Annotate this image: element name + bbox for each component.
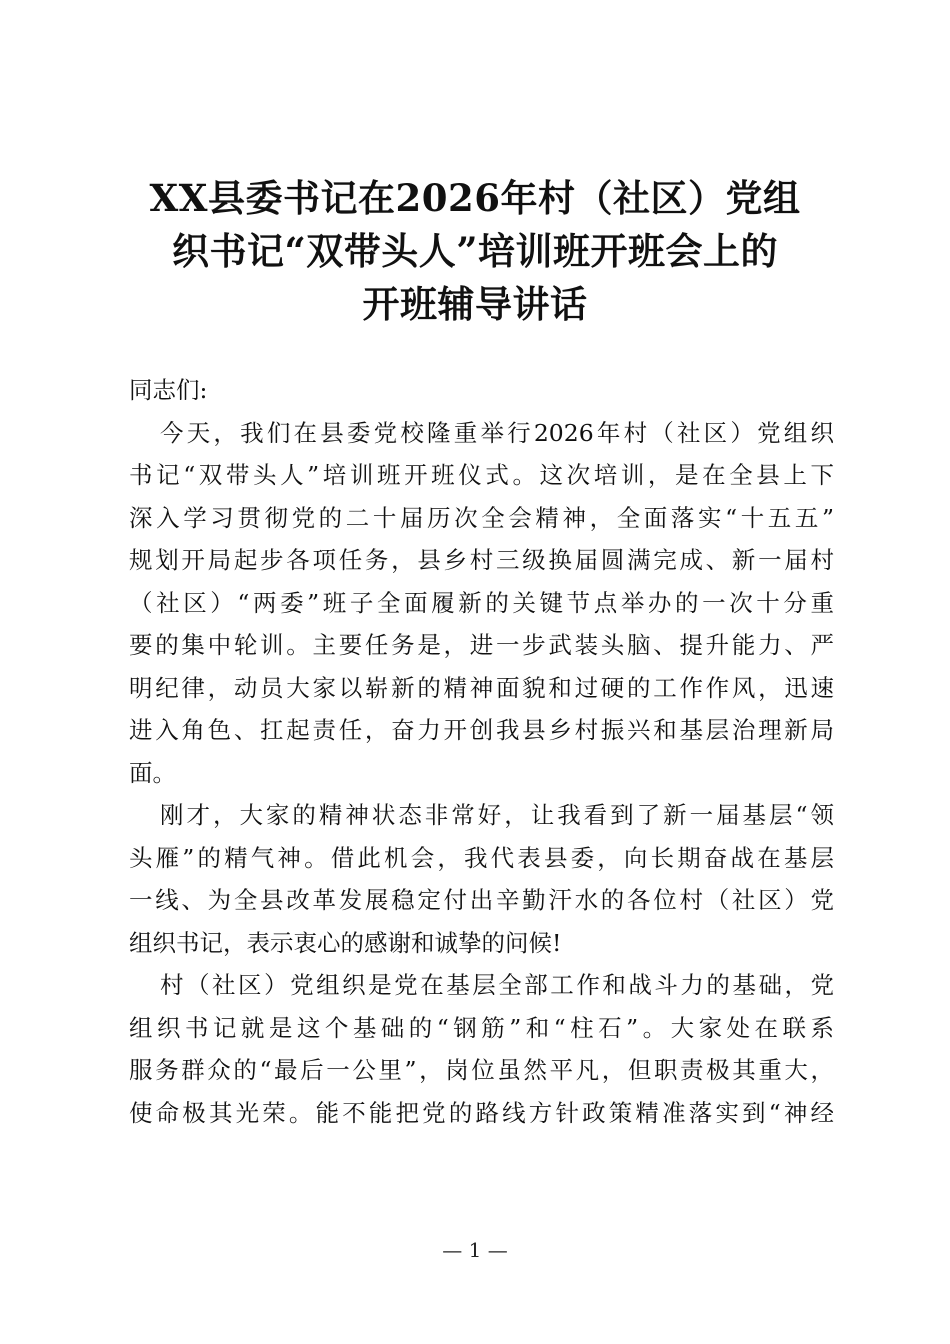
paragraph-line: 书记“双带头人”培训班开班仪式。这次培训，是在全县上下	[129, 461, 834, 489]
document-title	[100, 172, 850, 331]
salutation: 同志们:	[129, 376, 208, 404]
paragraph-line: 组织书记，表示衷心的感谢和诚挚的问候!	[129, 928, 562, 957]
paragraph-line: 服务群众的“最后一公里”，岗位虽然平凡，但职责极其重大，	[129, 1056, 834, 1084]
paragraph-line: 头雁”的精气神。借此机会，我代表县委，向长期奋战在基层	[129, 843, 834, 872]
paragraph-line: 组织书记就是这个基础的“钢筋”和“柱石”。大家处在联系	[129, 1013, 834, 1042]
paragraph-line: 刚才，大家的精神状态非常好，让我看到了新一届基层“领	[160, 801, 834, 829]
paragraph-line: 面。	[129, 758, 176, 787]
title-line: 织书记“双带头人”培训班开班会上的	[171, 229, 779, 273]
paragraph	[129, 794, 834, 964]
paragraph-line: 今天，我们在县委党校隆重举行2026年村（社区）党组织	[160, 418, 834, 447]
title-line: 开班辅导讲话	[362, 282, 588, 326]
paragraph-line: 村（社区）党组织是党在基层全部工作和战斗力的基础，党	[160, 971, 834, 999]
paragraph-line: 一线、为全县改革发展稳定付出辛勤汗水的各位村（社区）党	[129, 886, 834, 914]
paragraph	[129, 412, 834, 795]
paragraph-line: 明纪律，动员大家以崭新的精神面貌和过硬的工作作风，迅速	[129, 673, 834, 702]
paragraph-line: 要的集中轮训。主要任务是，进一步武装头脑、提升能力、严	[129, 631, 834, 659]
paragraph-line: 使命极其光荣。能不能把党的路线方针政策精准落实到“神经	[129, 1098, 834, 1127]
paragraph-line: 进入角色、扛起责任，奋力开创我县乡村振兴和基层治理新局	[129, 716, 834, 744]
paragraph-line: （社区）“两委”班子全面履新的关键节点举办的一次十分重	[129, 588, 834, 617]
document-body	[129, 369, 834, 1134]
paragraph	[129, 964, 834, 1134]
page-number: — 1 —	[442, 1238, 508, 1262]
paragraph-line: 规划开局起步各项任务，县乡村三级换届圆满完成、新一届村	[129, 546, 834, 574]
title-line: XX县委书记在2026年村（社区）党组	[149, 176, 801, 220]
paragraph-line: 深入学习贯彻党的二十届历次全会精神，全面落实“十五五”	[129, 503, 834, 532]
